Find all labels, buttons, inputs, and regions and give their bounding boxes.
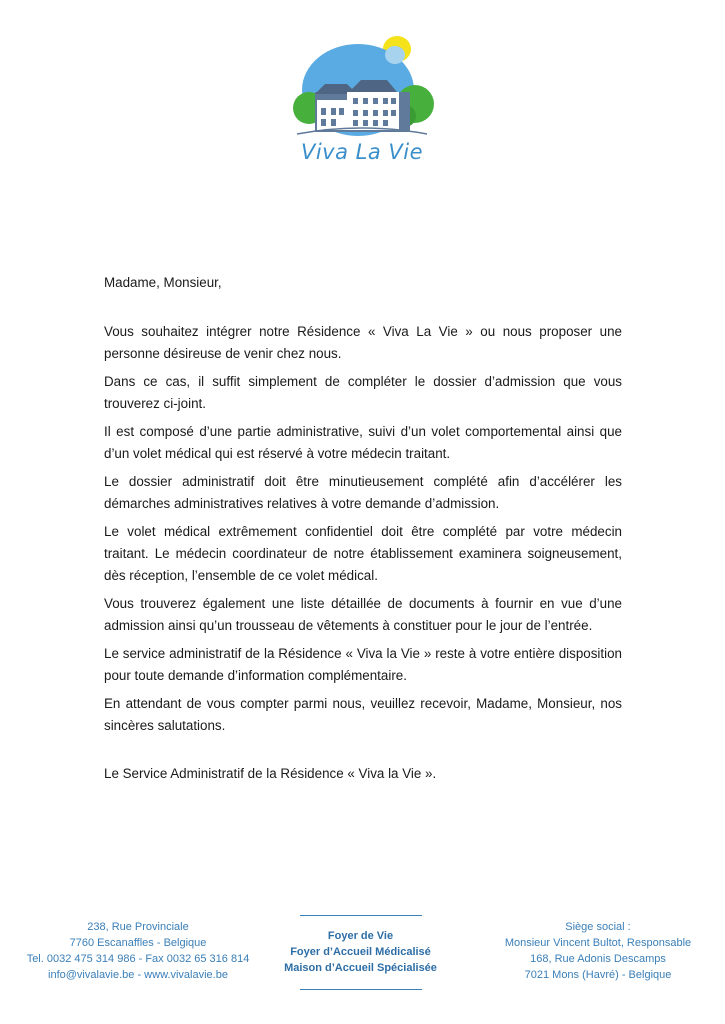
- footer-address: [18, 919, 258, 983]
- paragraph: Vous souhaitez intégrer notre Résidence « Viva La Vie » ou nous proposer une personne désireuse de venir chez nous.: [104, 324, 622, 361]
- footer-line: Tel. 0032 475 314 986 - Fax 0032 65 316 814: [26, 953, 250, 965]
- salutation: Madame, Monsieur,: [104, 275, 222, 290]
- footer-line: 238, Rue Provinciale: [87, 921, 189, 933]
- footer-line: Foyer de Vie: [327, 930, 394, 942]
- footer-line: 7760 Escanaffles - Belgique: [69, 937, 207, 949]
- paragraph: Le dossier administratif doit être minutieusement complété afin d’accélérer les démarches administratives relatives à votre demande d’admission.: [104, 474, 622, 511]
- footer-line: Monsieur Vincent Bultot, Responsable: [504, 937, 692, 949]
- paragraph: Vous trouverez également une liste détaillée de documents à fournir en vue d’une admission ainsi qu’un trousseau de vêtements à constituer pour le jour de l’entrée.: [104, 596, 622, 633]
- residence-logo-icon: [287, 30, 437, 140]
- footer: [0, 915, 725, 1015]
- footer-line[interactable]: info@vivalavie.be - www.vivalavie.be: [48, 969, 228, 981]
- footer-line: 7021 Mons (Havré) - Belgique: [524, 969, 672, 981]
- divider: [300, 989, 422, 990]
- footer-line: 168, Rue Adonis Descamps: [530, 953, 666, 965]
- paragraph: Dans ce cas, il suffit simplement de compléter le dossier d’admission que vous trouverez ci-joint.: [104, 374, 622, 411]
- footer-line: Foyer d’Accueil Médicalisé: [290, 946, 431, 958]
- paragraph: Il est composé d’une partie administrative, suivi d’un volet comportemental ainsi que d’un volet médical qui est réservé à votre médecin traitant.: [104, 424, 622, 461]
- footer-services: [278, 915, 443, 990]
- paragraph: Le service administratif de la Résidence « Viva la Vie » reste à votre entière disposition pour toute demande d’information complémentaire.: [104, 646, 622, 683]
- footer-line: Maison d’Accueil Spécialisée: [284, 962, 437, 974]
- divider: [300, 915, 422, 916]
- brand-name: Viva La Vie: [300, 140, 424, 164]
- letter-body: [104, 272, 622, 743]
- signature: Le Service Administratif de la Résidence « Viva la Vie ».: [104, 766, 437, 781]
- footer-head-office: [478, 919, 718, 983]
- paragraph: Le volet médical extrêmement confidentiel doit être complété par votre médecin traitant. Le médecin coordinateur de notre établissement examinera soigneusement, dès réception, l’ensemble de ce volet médical.: [104, 524, 622, 583]
- footer-line: Siège social :: [565, 921, 631, 933]
- logo: [287, 30, 437, 170]
- paragraph: En attendant de vous compter parmi nous, veuillez recevoir, Madame, Monsieur, nos sincères salutations.: [104, 696, 622, 733]
